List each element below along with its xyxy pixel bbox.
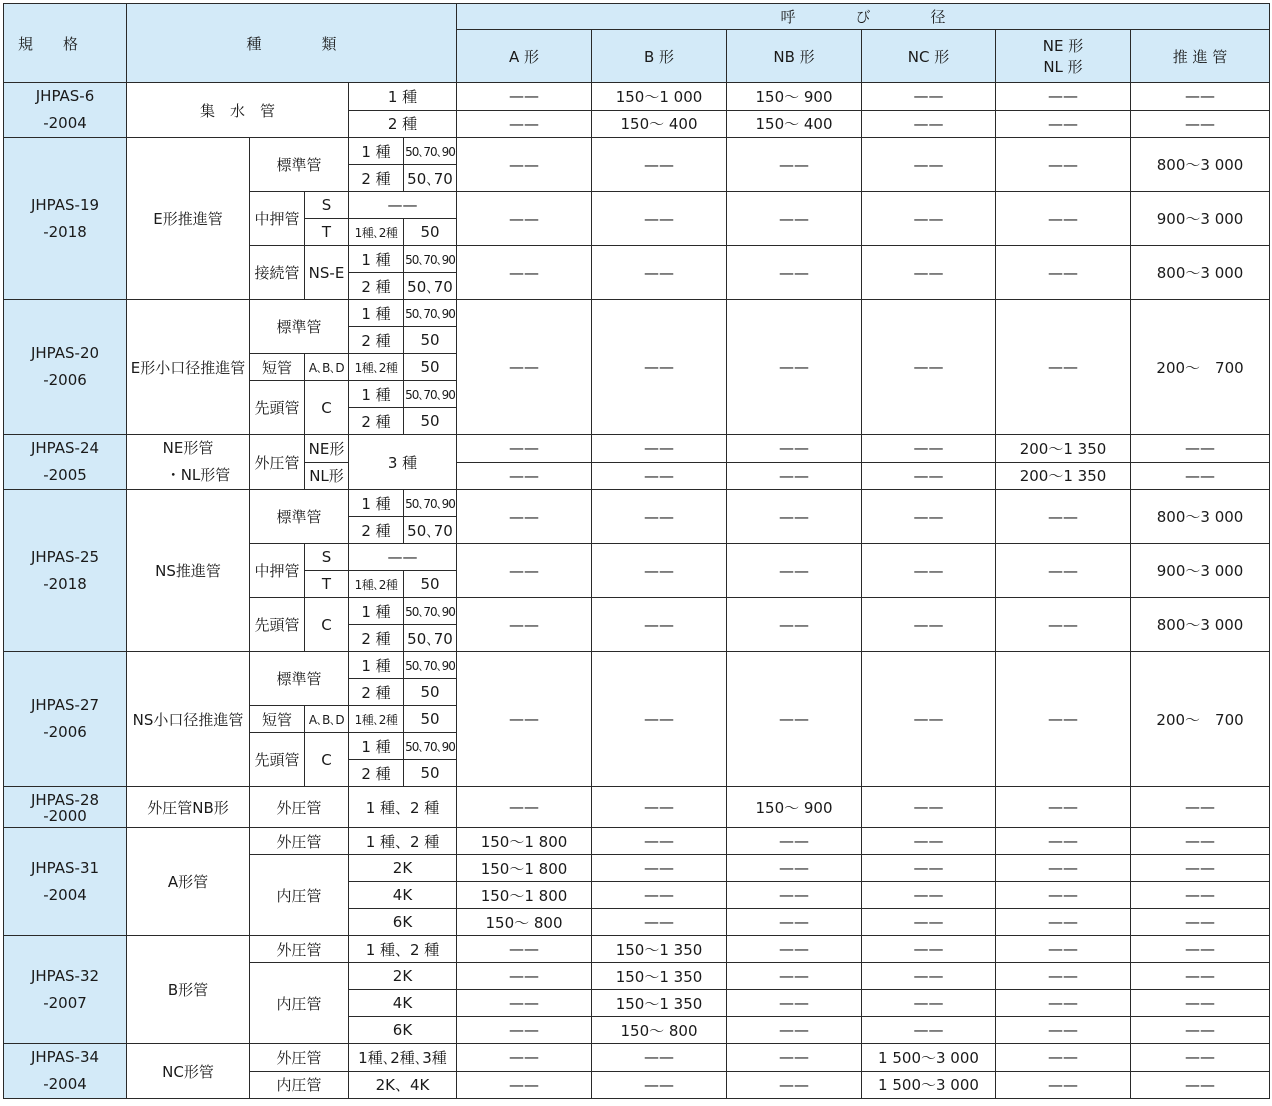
table-cell: 接続管 — [250, 246, 305, 300]
table-cell: —— — [862, 855, 996, 882]
table-cell: 50 — [404, 327, 457, 354]
standard-code: JHPAS-25 -2018 — [4, 490, 127, 652]
table-cell: 800～3 000 — [1131, 138, 1270, 192]
table-cell: 外圧管 — [250, 936, 349, 963]
table-cell: 1 500～3 000 — [862, 1044, 996, 1072]
table-row — [4, 936, 1270, 963]
table-cell: —— — [996, 1017, 1131, 1044]
table-cell: 1 500～3 000 — [862, 1071, 996, 1099]
table-cell: 1 種 — [349, 598, 404, 625]
table-cell: —— — [1131, 1017, 1270, 1044]
table-cell: 内圧管 — [250, 855, 349, 936]
table-cell: 1 種 — [349, 733, 404, 760]
table-cell: 900～3 000 — [1131, 544, 1270, 598]
table-cell: 50 — [404, 679, 457, 706]
table-cell: —— — [996, 828, 1131, 855]
table-cell: C — [305, 733, 349, 787]
table-cell: —— — [457, 936, 592, 963]
table-cell: —— — [862, 598, 996, 652]
table-cell: —— — [862, 462, 996, 490]
table-cell: —— — [996, 544, 1131, 598]
table-cell: —— — [349, 544, 457, 571]
table-cell: —— — [592, 435, 727, 463]
table-cell: 50 — [404, 408, 457, 435]
table-cell: —— — [727, 1044, 862, 1072]
table-cell: —— — [862, 544, 996, 598]
table-cell: 4K — [349, 990, 457, 1017]
table-cell: —— — [727, 936, 862, 963]
table-cell: —— — [457, 83, 592, 111]
table-cell: —— — [862, 246, 996, 300]
table-cell: 1 種 — [349, 381, 404, 408]
table-cell: —— — [996, 963, 1131, 990]
standard-code: JHPAS-34 -2004 — [4, 1044, 127, 1099]
header-diameter: 呼 び 径 — [457, 4, 1270, 30]
table-cell: —— — [1131, 963, 1270, 990]
table-cell: —— — [727, 246, 862, 300]
table-cell: 50､70 — [404, 517, 457, 544]
table-cell: 150～ 400 — [727, 110, 862, 138]
table-cell: —— — [862, 652, 996, 787]
table-cell: 2 種 — [349, 760, 404, 787]
table-cell: —— — [996, 83, 1131, 111]
table-cell: —— — [996, 855, 1131, 882]
table-cell: 50 — [404, 760, 457, 787]
table-cell: 2 種 — [349, 110, 457, 138]
table-cell: —— — [727, 462, 862, 490]
table-cell: 2K、4K — [349, 1071, 457, 1099]
table-cell: —— — [996, 598, 1131, 652]
table-cell: —— — [727, 1071, 862, 1099]
table-cell: —— — [592, 598, 727, 652]
table-cell: —— — [457, 652, 592, 787]
table-cell: —— — [727, 990, 862, 1017]
table-cell: —— — [727, 490, 862, 544]
table-cell: 2K — [349, 855, 457, 882]
table-cell: 外圧管 — [250, 828, 349, 855]
table-cell: 800～3 000 — [1131, 598, 1270, 652]
table-row — [4, 138, 1270, 165]
table-cell: 先頭管 — [250, 733, 305, 787]
table-cell: 1 種 — [349, 490, 404, 517]
header-col-nc: NC 形 — [862, 30, 996, 83]
table-cell: —— — [457, 192, 592, 246]
table-cell: —— — [592, 300, 727, 435]
table-cell: —— — [1131, 435, 1270, 463]
table-cell: NE形管 ・NL形管 — [127, 435, 250, 490]
table-cell: NC形管 — [127, 1044, 250, 1099]
table-cell: 50､70､90 — [404, 138, 457, 165]
table-cell: 50､70 — [404, 273, 457, 300]
table-cell: NS推進管 — [127, 490, 250, 652]
table-cell: —— — [1131, 882, 1270, 909]
table-cell: —— — [592, 909, 727, 936]
table-cell: —— — [862, 490, 996, 544]
table-cell: —— — [996, 1071, 1131, 1099]
table-cell: 外圧管 — [250, 787, 349, 828]
table-cell: 1種､2種 — [349, 706, 404, 733]
table-cell: —— — [1131, 462, 1270, 490]
table-cell: —— — [1131, 1044, 1270, 1072]
header-type: 種 類 — [127, 4, 457, 83]
header-col-ne-nl: NE 形 NL 形 — [996, 30, 1131, 83]
table-cell: 150～1 800 — [457, 828, 592, 855]
table-cell: 1 種 — [349, 138, 404, 165]
table-row — [4, 787, 1270, 828]
table-cell: —— — [592, 787, 727, 828]
table-cell: 集 水 管 — [127, 83, 349, 138]
table-cell: 1 種 — [349, 300, 404, 327]
table-cell: 標準管 — [250, 652, 349, 706]
table-cell: 2 種 — [349, 165, 404, 192]
table-cell: 900～3 000 — [1131, 192, 1270, 246]
table-cell: 150～ 900 — [727, 83, 862, 111]
table-cell: 標準管 — [250, 490, 349, 544]
table-cell: —— — [1131, 787, 1270, 828]
table-cell: C — [305, 598, 349, 652]
table-cell: 標準管 — [250, 300, 349, 354]
table-cell: 50､70､90 — [404, 733, 457, 760]
table-cell: A形管 — [127, 828, 250, 936]
table-cell: —— — [727, 1017, 862, 1044]
table-cell: —— — [727, 963, 862, 990]
table-cell: E形推進管 — [127, 138, 250, 300]
table-cell: —— — [862, 882, 996, 909]
table-cell: —— — [862, 300, 996, 435]
table-cell: 50 — [404, 571, 457, 598]
table-cell: —— — [996, 192, 1131, 246]
table-cell: 150～1 350 — [592, 990, 727, 1017]
table-cell: 内圧管 — [250, 963, 349, 1044]
table-cell: 2 種 — [349, 327, 404, 354]
table-cell: —— — [457, 110, 592, 138]
table-cell: —— — [457, 963, 592, 990]
table-cell: —— — [727, 855, 862, 882]
table-cell: 中押管 — [250, 192, 305, 246]
table-cell: —— — [349, 192, 457, 219]
table-cell: —— — [996, 652, 1131, 787]
table-cell: —— — [996, 490, 1131, 544]
table-row — [4, 1044, 1270, 1072]
table-cell: NS-E — [305, 246, 349, 300]
table-cell: A､B､D — [305, 706, 349, 733]
table-row — [4, 490, 1270, 517]
table-cell: —— — [592, 246, 727, 300]
table-cell: —— — [592, 192, 727, 246]
table-cell: —— — [592, 882, 727, 909]
standard-code: JHPAS-24 -2005 — [4, 435, 127, 490]
table-cell: —— — [592, 1044, 727, 1072]
table-cell: 200～ 700 — [1131, 300, 1270, 435]
table-cell: 50､70､90 — [404, 381, 457, 408]
pipe-standards-table — [3, 3, 1270, 1099]
table-cell: —— — [996, 936, 1131, 963]
table-cell: —— — [457, 435, 592, 463]
table-cell: —— — [996, 882, 1131, 909]
table-cell: 150～1 800 — [457, 882, 592, 909]
table-cell: —— — [592, 855, 727, 882]
table-cell: —— — [457, 598, 592, 652]
table-row — [4, 83, 1270, 111]
table-cell: —— — [996, 246, 1131, 300]
table-cell: —— — [457, 544, 592, 598]
table-row — [4, 828, 1270, 855]
table-cell: 1 種、2 種 — [349, 936, 457, 963]
table-cell: —— — [1131, 828, 1270, 855]
table-cell: 50､70､90 — [404, 246, 457, 273]
table-cell: 1 種、2 種 — [349, 787, 457, 828]
table-cell: —— — [457, 246, 592, 300]
table-cell: —— — [727, 828, 862, 855]
table-cell: —— — [457, 138, 592, 192]
table-cell: C — [305, 381, 349, 435]
table-cell: 50､70 — [404, 625, 457, 652]
table-cell: 短管 — [250, 706, 305, 733]
table-cell: —— — [592, 544, 727, 598]
table-cell: T — [305, 571, 349, 598]
table-cell: 200～ 700 — [1131, 652, 1270, 787]
table-cell: —— — [862, 909, 996, 936]
table-cell: S — [305, 544, 349, 571]
table-cell: —— — [727, 882, 862, 909]
table-cell: —— — [862, 828, 996, 855]
table-cell: —— — [996, 990, 1131, 1017]
table-cell: 1 種 — [349, 83, 457, 111]
table-cell: 1 種 — [349, 246, 404, 273]
table-cell: 2 種 — [349, 273, 404, 300]
table-cell: 800～3 000 — [1131, 490, 1270, 544]
table-cell: 200～1 350 — [996, 462, 1131, 490]
standard-code: JHPAS-6 -2004 — [4, 83, 127, 138]
table-cell: —— — [1131, 909, 1270, 936]
table-cell: —— — [727, 300, 862, 435]
table-cell: 50 — [404, 219, 457, 246]
table-cell: 50､70､90 — [404, 490, 457, 517]
table-cell: —— — [862, 936, 996, 963]
table-cell: 50､70､90 — [404, 652, 457, 679]
standard-code: JHPAS-20 -2006 — [4, 300, 127, 435]
table-cell: —— — [1131, 855, 1270, 882]
table-cell: —— — [727, 544, 862, 598]
table-cell: 6K — [349, 1017, 457, 1044]
table-cell: B形管 — [127, 936, 250, 1044]
table-cell: —— — [996, 300, 1131, 435]
table-cell: 50､70､90 — [404, 598, 457, 625]
table-cell: —— — [457, 490, 592, 544]
table-cell: 先頭管 — [250, 598, 305, 652]
table-cell: 1 種、2 種 — [349, 828, 457, 855]
table-cell: 外圧管NB形 — [127, 787, 250, 828]
table-cell: 150～ 800 — [592, 1017, 727, 1044]
table-cell: 外圧管 — [250, 435, 305, 490]
table-cell: E形小口径推進管 — [127, 300, 250, 435]
header-col-push: 推 進 管 — [1131, 30, 1270, 83]
table-cell: NL形 — [305, 462, 349, 490]
table-cell: 6K — [349, 909, 457, 936]
table-cell: 2 種 — [349, 408, 404, 435]
table-cell: 標準管 — [250, 138, 349, 192]
header-col-nb: NB 形 — [727, 30, 862, 83]
table-row — [4, 300, 1270, 327]
table-cell: 200～1 350 — [996, 435, 1131, 463]
table-cell: —— — [862, 990, 996, 1017]
table-cell: —— — [457, 787, 592, 828]
table-cell: 内圧管 — [250, 1071, 349, 1099]
table-cell: —— — [996, 138, 1131, 192]
table-cell: —— — [1131, 936, 1270, 963]
table-cell: —— — [457, 1071, 592, 1099]
table-cell: 50､70 — [404, 165, 457, 192]
table-cell: 1種､2種 — [349, 354, 404, 381]
table-cell: —— — [1131, 83, 1270, 111]
table-cell: T — [305, 219, 349, 246]
table-cell: S — [305, 192, 349, 219]
table-cell: —— — [727, 138, 862, 192]
table-cell: —— — [996, 909, 1131, 936]
table-cell: 150～ 800 — [457, 909, 592, 936]
standard-code: JHPAS-19 -2018 — [4, 138, 127, 300]
standard-code: JHPAS-32 -2007 — [4, 936, 127, 1044]
table-cell: —— — [592, 462, 727, 490]
table-cell: —— — [996, 1044, 1131, 1072]
standard-code: JHPAS-31 -2004 — [4, 828, 127, 936]
table-cell: —— — [592, 652, 727, 787]
table-cell: 1種､2種､3種 — [349, 1044, 457, 1072]
table-cell: 150～1 350 — [592, 936, 727, 963]
table-cell: 150～1 350 — [592, 963, 727, 990]
table-cell: —— — [862, 138, 996, 192]
table-cell: —— — [727, 652, 862, 787]
table-cell: —— — [727, 909, 862, 936]
table-cell: 50 — [404, 354, 457, 381]
table-cell: 4K — [349, 882, 457, 909]
table-cell: —— — [592, 138, 727, 192]
table-cell: 1種､2種 — [349, 219, 404, 246]
table-cell: —— — [457, 1017, 592, 1044]
table-cell: 2 種 — [349, 625, 404, 652]
table-cell: —— — [592, 490, 727, 544]
table-cell: —— — [727, 192, 862, 246]
table-cell: 800～3 000 — [1131, 246, 1270, 300]
table-row — [4, 652, 1270, 679]
table-cell: 2 種 — [349, 679, 404, 706]
table-cell: NS小口径推進管 — [127, 652, 250, 787]
table-cell: —— — [996, 787, 1131, 828]
table-cell: —— — [457, 1044, 592, 1072]
table-cell: —— — [727, 598, 862, 652]
table-cell: A､B､D — [305, 354, 349, 381]
table-cell: —— — [862, 192, 996, 246]
table-cell: —— — [862, 83, 996, 111]
table-cell: —— — [996, 110, 1131, 138]
header-col-b: B 形 — [592, 30, 727, 83]
table-cell: —— — [457, 300, 592, 435]
table-cell: 2 種 — [349, 517, 404, 544]
table-cell: 150～ 400 — [592, 110, 727, 138]
table-cell: 3 種 — [349, 435, 457, 490]
table-cell: 150～1 000 — [592, 83, 727, 111]
table-cell: 外圧管 — [250, 1044, 349, 1072]
table-cell: 150～ 900 — [727, 787, 862, 828]
table-row — [4, 435, 1270, 463]
table-cell: —— — [1131, 990, 1270, 1017]
table-cell: 1種､2種 — [349, 571, 404, 598]
table-cell: 短管 — [250, 354, 305, 381]
header-standard: 規 格 — [4, 4, 127, 83]
table-cell: 2K — [349, 963, 457, 990]
table-cell: —— — [727, 435, 862, 463]
table-cell: 150～1 800 — [457, 855, 592, 882]
table-cell: 中押管 — [250, 544, 305, 598]
standard-code: JHPAS-27 -2006 — [4, 652, 127, 787]
table-cell: —— — [862, 435, 996, 463]
table-cell: —— — [592, 828, 727, 855]
table-cell: NE形 — [305, 435, 349, 463]
table-cell: —— — [862, 110, 996, 138]
table-cell: —— — [862, 787, 996, 828]
table-cell: —— — [457, 990, 592, 1017]
table-cell: 50､70､90 — [404, 300, 457, 327]
table-cell: —— — [592, 1071, 727, 1099]
table-cell: —— — [1131, 1071, 1270, 1099]
standard-code: JHPAS-28 -2000 — [4, 787, 127, 828]
table-cell: —— — [457, 462, 592, 490]
table-cell: 50 — [404, 706, 457, 733]
table-cell: —— — [862, 963, 996, 990]
table-cell: 1 種 — [349, 652, 404, 679]
table-cell: 先頭管 — [250, 381, 305, 435]
table-cell: —— — [862, 1017, 996, 1044]
table-cell: —— — [1131, 110, 1270, 138]
header-col-a: A 形 — [457, 30, 592, 83]
